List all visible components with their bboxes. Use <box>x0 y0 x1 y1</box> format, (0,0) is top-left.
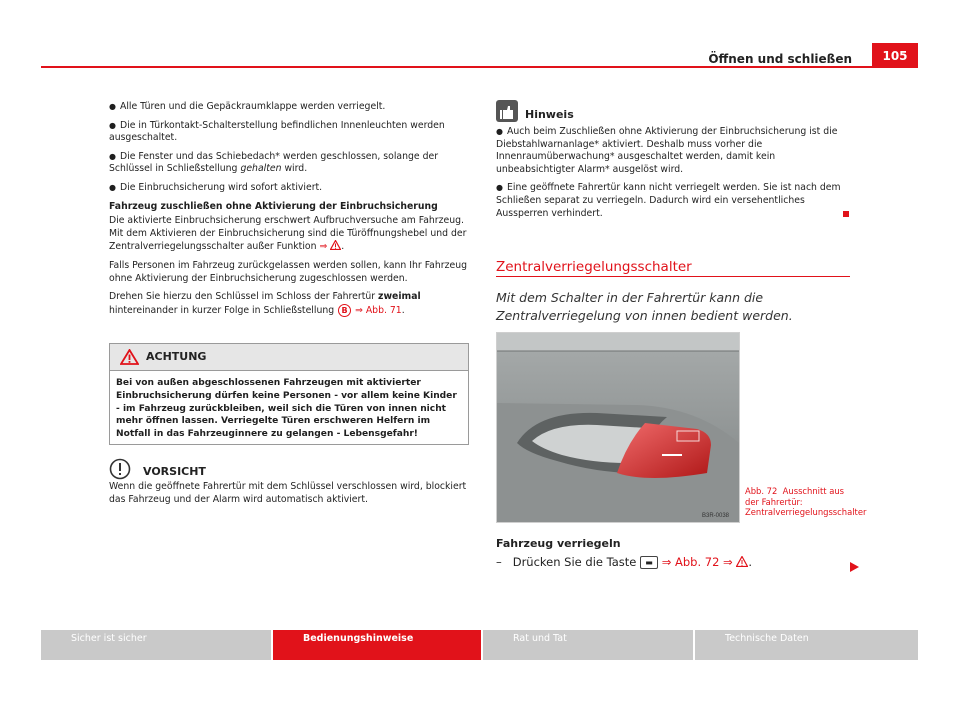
door-switch-photo <box>496 332 740 523</box>
paragraph: Die aktivierte Einbruchsicherung erschwert Aufbruchversuche am Fahrzeug. Mit dem Aktivieren der Einbruchsicherung sind die Türöffnungshebel und der Zentralverriegelungsschalter außer Funktion ⇒ . <box>109 215 467 253</box>
subheading: Fahrzeug zuschließen ohne Aktivierung der Einbruchsicherung <box>109 200 438 212</box>
warning-text: Bei von außen abgeschlossenen Fahrzeugen mit aktivierter Einbruchsicherung dürfen keine Personen - vor allem keine Kinder - im Fahrzeug zurückbleiben, weil sich die Türen von innen nicht mehr öffnen lassen. Verriegelte Türen erschweren Helfern im Notfall in das Fahrzeuginnere zu gelangen - Lebensgefahr! <box>116 378 457 440</box>
paragraph: Drehen Sie hierzu den Schlüssel im Schloss der Fahrertür zweimal hintereinander in kurzer Folge in Schließstellung B ⇒ Abb. 71. <box>109 291 421 316</box>
footer-tab-bedienungshinweise[interactable]: Bedienungshinweise <box>273 630 481 660</box>
position-b-marker: B <box>338 304 351 317</box>
warning-header <box>110 344 468 371</box>
list-item: ● Die in Türkontakt-Schalterstellung befindlichen Innenleuchten werden ausgeschaltet. <box>109 119 445 144</box>
section-lead: Mit dem Schalter in der Fahrertür kann die Zentralverriegelung von innen bedient werden. <box>496 290 793 323</box>
caution-text: Wenn die geöffnete Fahrertür mit dem Schlüssel verschlossen wird, blockiert das Fahrzeug und der Alarm wird automatisch aktiviert. <box>109 481 467 505</box>
figure-code: B3R-0038 <box>702 513 730 519</box>
header-rule <box>41 66 918 68</box>
step-item: – Drücken Sie die Taste ▬ ⇒ Abb. 72 ⇒ . <box>496 555 753 569</box>
warning-title: ACHTUNG <box>146 350 207 363</box>
left-column <box>109 101 467 323</box>
page-number: 105 <box>872 43 918 68</box>
warning-triangle-icon <box>120 349 139 365</box>
list-item: ● Eine geöffnete Fahrertür kann nicht verriegelt werden. Sie ist nach dem Schließen separat zu verriegeln. Dadurch wird ein versehentliches Aussperren verhindert. <box>496 182 841 219</box>
warning-triangle-icon <box>330 240 341 250</box>
end-marker <box>843 202 849 221</box>
lock-key-icon: ▬ <box>640 556 658 569</box>
caution-title: VORSICHT <box>143 465 206 478</box>
info-icon <box>496 100 518 122</box>
section-rule <box>496 276 850 277</box>
list-item: ● Alle Türen und die Gepäckraumklappe werden verriegelt. <box>109 101 386 112</box>
section-title: Zentralverriegelungsschalter <box>496 259 692 275</box>
footer-tab-technische-daten[interactable]: Technische Daten <box>695 630 918 660</box>
warning-triangle-icon <box>736 556 748 567</box>
continue-arrow-icon <box>850 557 859 576</box>
note-body <box>496 126 850 226</box>
footer-tab-rat-und-tat[interactable]: Rat und Tat <box>483 630 693 660</box>
figure-caption: Abb. 72 Ausschnitt aus der Fahrertür: Zentralverriegelungsschalter <box>745 486 867 517</box>
list-item: ● Die Einbruchsicherung wird sofort aktiviert. <box>109 181 323 193</box>
page-header-title: Öffnen und schließen <box>708 52 852 66</box>
paragraph: Falls Personen im Fahrzeug zurückgelassen werden sollen, kann Ihr Fahrzeug ohne Aktivierung der Einbruchsicherung zugeschlossen werden. <box>109 259 467 284</box>
note-title: Hinweis <box>525 108 574 121</box>
list-item: ● Die Fenster und das Schiebedach* werden geschlossen, solange der Schlüssel in Schließstellung gehalten wird. <box>109 150 439 175</box>
figure-link[interactable]: ⇒ Abb. 71 <box>355 304 402 316</box>
warning-box <box>109 343 469 445</box>
figure-link[interactable]: ⇒ Abb. 72 ⇒ <box>661 555 737 569</box>
subsection-title: Fahrzeug verriegeln <box>496 537 621 550</box>
list-item: ● Auch beim Zuschließen ohne Aktivierung der Einbruchsicherung ist die Diebstahlwarnanlage* aktiviert. Deshalb muss vorher die Innenraumüberwachung* ausgeschaltet werden, damit kein unbeabsichtigter Alarm* ausgelöst wird. <box>496 126 838 175</box>
footer-tab-sicher[interactable]: Sicher ist sicher <box>41 630 271 660</box>
warning-reference[interactable]: ⇒ <box>319 241 341 252</box>
